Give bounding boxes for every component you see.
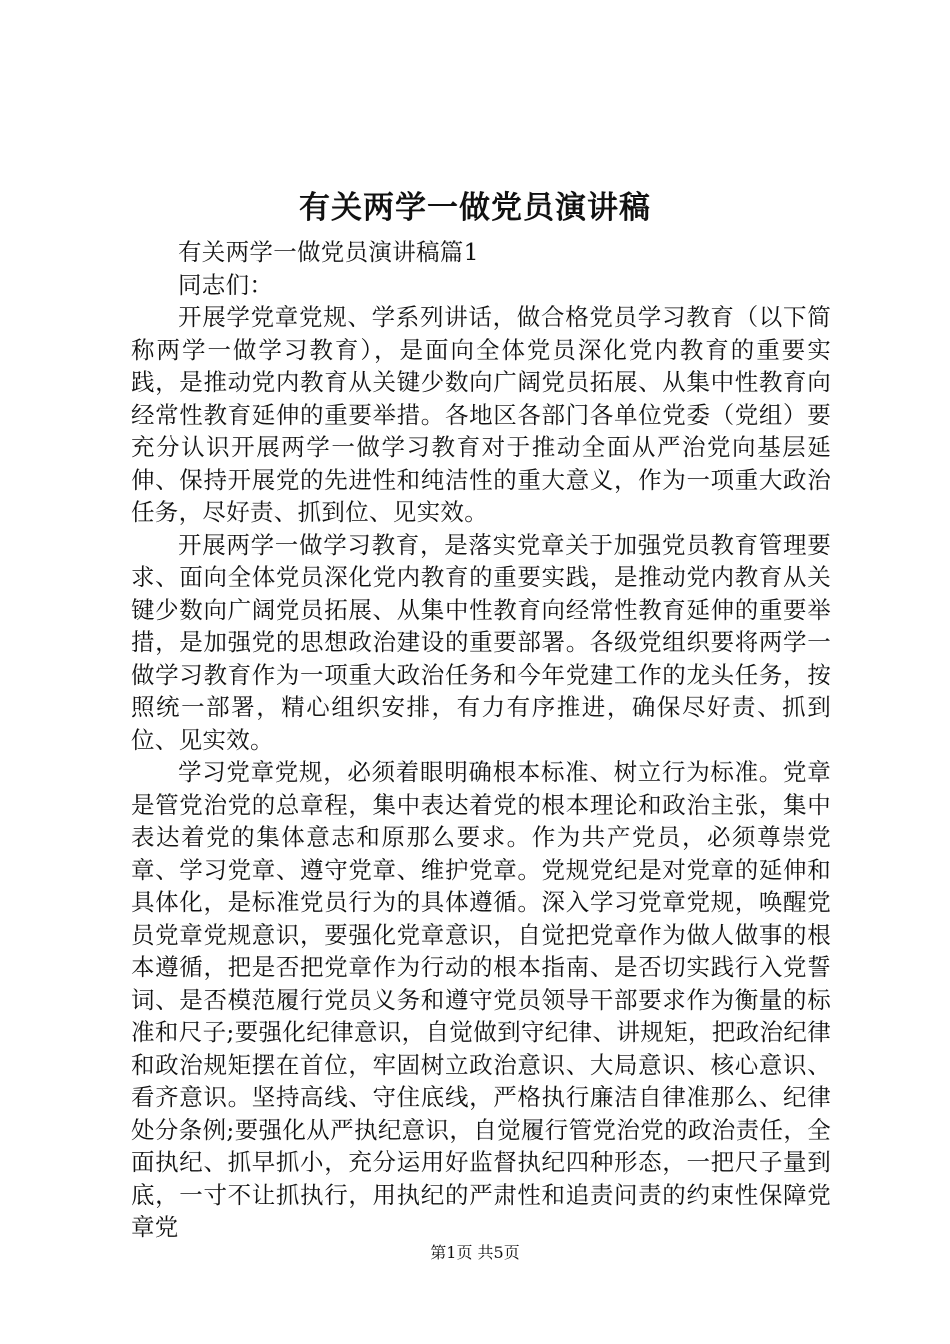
paragraph-1: 开展学党章党规、学系列讲话，做合格党员学习教育（以下简称两学一做学习教育），是面向全体党员深化党内教育的重要实践，是推动党内教育从关键少数向广阔党员拓展、从集中性教育向经常性教育延伸的重要举措。各地区各部门各单位党委（党组）要充分认识开展两学一做学习教育对于推动全面从严治党向基层延伸、保持开展党的先进性和纯洁性的重大意义，作为一项重大政治任务，尽好责、抓到位、见实效。 xyxy=(131,303,831,526)
salutation: 同志们： xyxy=(178,270,274,299)
document-body xyxy=(131,236,831,1244)
document-subtitle: 有关两学一做党员演讲稿篇1 xyxy=(178,238,479,266)
document-title: 有关两学一做党员演讲稿 xyxy=(299,190,651,226)
paragraph-3: 学习党章党规，必须着眼明确根本标准、树立行为标准。党章是管党治党的总章程，集中表达着党的根本理论和政治主张，集中表达着党的集体意志和原那么要求。作为共产党员，必须尊崇党章、学习党章、遵守党章、维护党章。党规党纪是对党章的延伸和具体化，是标准党员行为的具体遵循。深入学习党章党规，唤醒党员党章党规意识，要强化党章意识，自觉把党章作为做人做事的根本遵循，把是否把党章作为行动的根本指南、是否切实践行入党誓词、是否模范履行党员义务和遵守党员领导干部要求作为衡量的标准和尺子;要强化纪律意识，自觉做到守纪律、讲规矩，把政治纪律和政治规矩摆在首位，牢固树立政治意识、大局意识、核心意识、看齐意识。坚持高线、守住底线，严格执行廉洁自律准那么、纪律处分条例;要强化从严执纪意识，自觉履行管党治党的政治责任，全面执纪、抓早抓小，充分运用好监督执纪四种形态，一把尺子量到底，一寸不让抓执行，用执纪的严肃性和追责问责的约束性保障党章党 xyxy=(131,758,831,1241)
page-number-footer: 第1页 共5页 xyxy=(430,1243,520,1262)
paragraph-2: 开展两学一做学习教育，是落实党章关于加强党员教育管理要求、面向全体党员深化党内教育的重要实践，是推动党内教育从关键少数向广阔党员拓展、从集中性教育向经常性教育延伸的重要举措，是加强党的思想政治建设的重要部署。各级党组织要将两学一做学习教育作为一项重大政治任务和今年党建工作的龙头任务，按照统一部署，精心组织安排，有力有序推进，确保尽好责、抓到位、见实效。 xyxy=(131,530,831,754)
